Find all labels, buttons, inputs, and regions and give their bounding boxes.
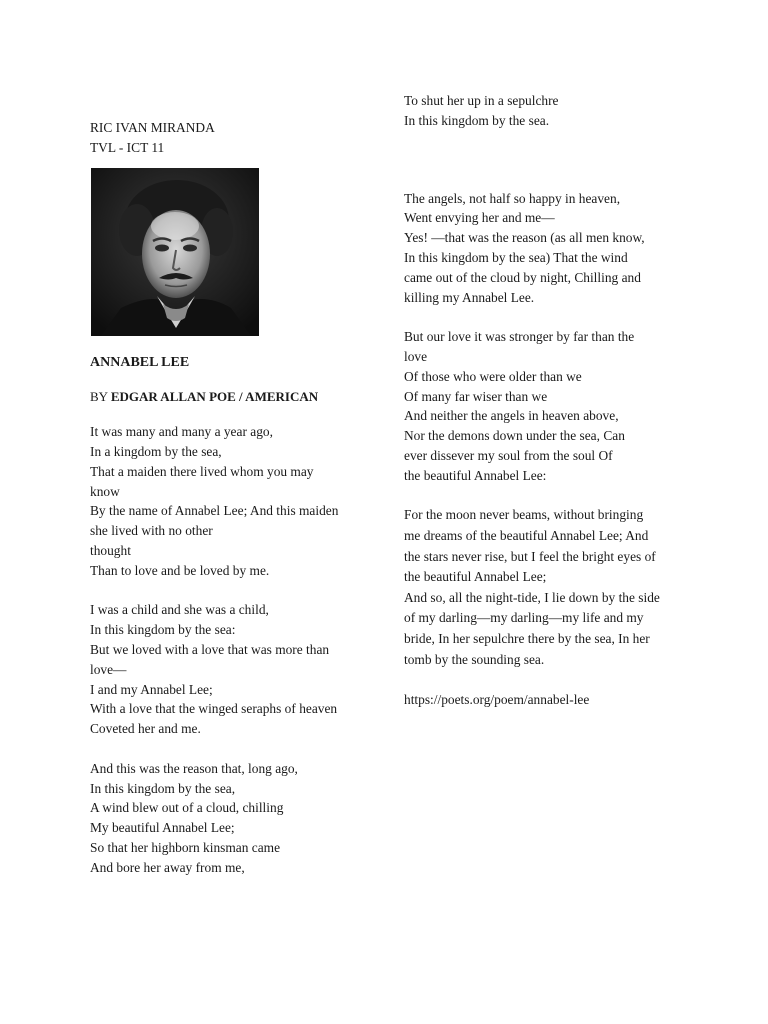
poem-line: But we loved with a love that was more than — [90, 641, 330, 657]
poem-line: ever dissever my soul from the soul Of — [404, 447, 613, 463]
poem-line: A wind blew out of a cloud, chilling — [90, 800, 284, 816]
section-gap — [404, 670, 679, 690]
poem-line: In a kingdom by the sea, — [90, 443, 222, 459]
poem-line: love— — [90, 661, 127, 677]
poem-line: My beautiful Annabel Lee; — [90, 820, 235, 836]
poem-line: So that her highborn kinsman came — [90, 839, 281, 855]
poem-stanza — [404, 327, 679, 485]
poem-line: In this kingdom by the sea) That the wind — [404, 249, 628, 265]
source-link[interactable]: https://poets.org/poem/annabel-lee — [404, 692, 590, 708]
poem-line: the stars never rise, but I feel the bright eyes of — [404, 548, 656, 564]
poem-line: killing my Annabel Lee. — [404, 289, 535, 305]
poem-line: Of those who were older than we — [404, 368, 582, 384]
poem-line: In this kingdom by the sea, — [90, 780, 236, 796]
poem-line: tomb by the sounding sea. — [404, 651, 545, 667]
poem-title: ANNABEL LEE — [90, 354, 190, 370]
poem-line: thought — [90, 542, 131, 558]
poem-line: But our love it was stronger by far than the — [404, 329, 635, 345]
poem-line: With a love that the winged seraphs of heaven — [90, 701, 338, 717]
poem-line: Of many far wiser than we — [404, 388, 548, 404]
poem-left-stanzas — [90, 422, 365, 877]
stanza-gap — [404, 307, 679, 327]
poem-line: Than to love and be loved by me. — [90, 562, 270, 578]
poem-line: of my darling—my darling—my life and my — [404, 610, 644, 626]
poem-line: And neither the angels in heaven above, — [404, 408, 619, 424]
poem-line: love — [404, 348, 428, 364]
poem-line: I was a child and she was a child, — [90, 602, 269, 618]
poem-line: In this kingdom by the sea: — [90, 622, 236, 638]
poem-line: came out of the cloud by night, Chilling and — [404, 269, 641, 285]
poem-line: In this kingdom by the sea. — [404, 112, 550, 128]
poem-line: the beautiful Annabel Lee: — [404, 467, 547, 483]
stanza-gap — [404, 486, 679, 506]
poem-byline — [90, 387, 365, 407]
poem-line: me dreams of the beautiful Annabel Lee; And — [404, 527, 649, 543]
portrait-photo-icon — [91, 168, 259, 336]
poem-line: It was many and many a year ago, — [90, 424, 273, 440]
poem-line: By the name of Annabel Lee; And this maiden — [90, 503, 339, 519]
poem-line: Coveted her and me. — [90, 721, 201, 737]
poem-line: Nor the demons down under the sea, Can — [404, 428, 625, 444]
stanza-gap — [90, 581, 365, 601]
stanza-gap — [90, 739, 365, 759]
poem-line: And bore her away from me, — [90, 859, 245, 875]
poem-line: And this was the reason that, long ago, — [90, 760, 298, 776]
poem-line: Yes! —that was the reason (as all men know, — [404, 230, 645, 246]
left-column — [90, 118, 365, 878]
poem-line: The angels, not half so happy in heaven, — [404, 190, 621, 206]
poem-line: know — [90, 483, 120, 499]
poem-line: To shut her up in a sepulchre — [404, 93, 559, 108]
poem-line: Went envying her and me— — [404, 210, 555, 226]
poem-stanza — [404, 189, 679, 308]
byline-prefix: BY — [90, 389, 111, 405]
section-gap — [404, 131, 679, 189]
poem-line: bride, In her sepulchre there by the sea, In her — [404, 630, 650, 646]
student-name: RIC IVAN MIRANDA — [90, 120, 215, 135]
poem-line: And so, all the night-tide, I lie down by the side — [404, 589, 660, 605]
poem-line: she lived with no other — [90, 523, 213, 539]
poem-line: That a maiden there lived whom you may — [90, 463, 314, 479]
class-section: TVL - ICT 11 — [90, 139, 165, 155]
poem-line: For the moon never beams, without bringing — [404, 507, 644, 523]
poem-line: I and my Annabel Lee; — [90, 681, 213, 697]
poem-stanza — [404, 505, 679, 670]
right-column — [404, 91, 679, 710]
poem-line: the beautiful Annabel Lee; — [404, 569, 547, 585]
byline-author: EDGAR ALLAN POE / AMERICAN — [110, 389, 319, 405]
